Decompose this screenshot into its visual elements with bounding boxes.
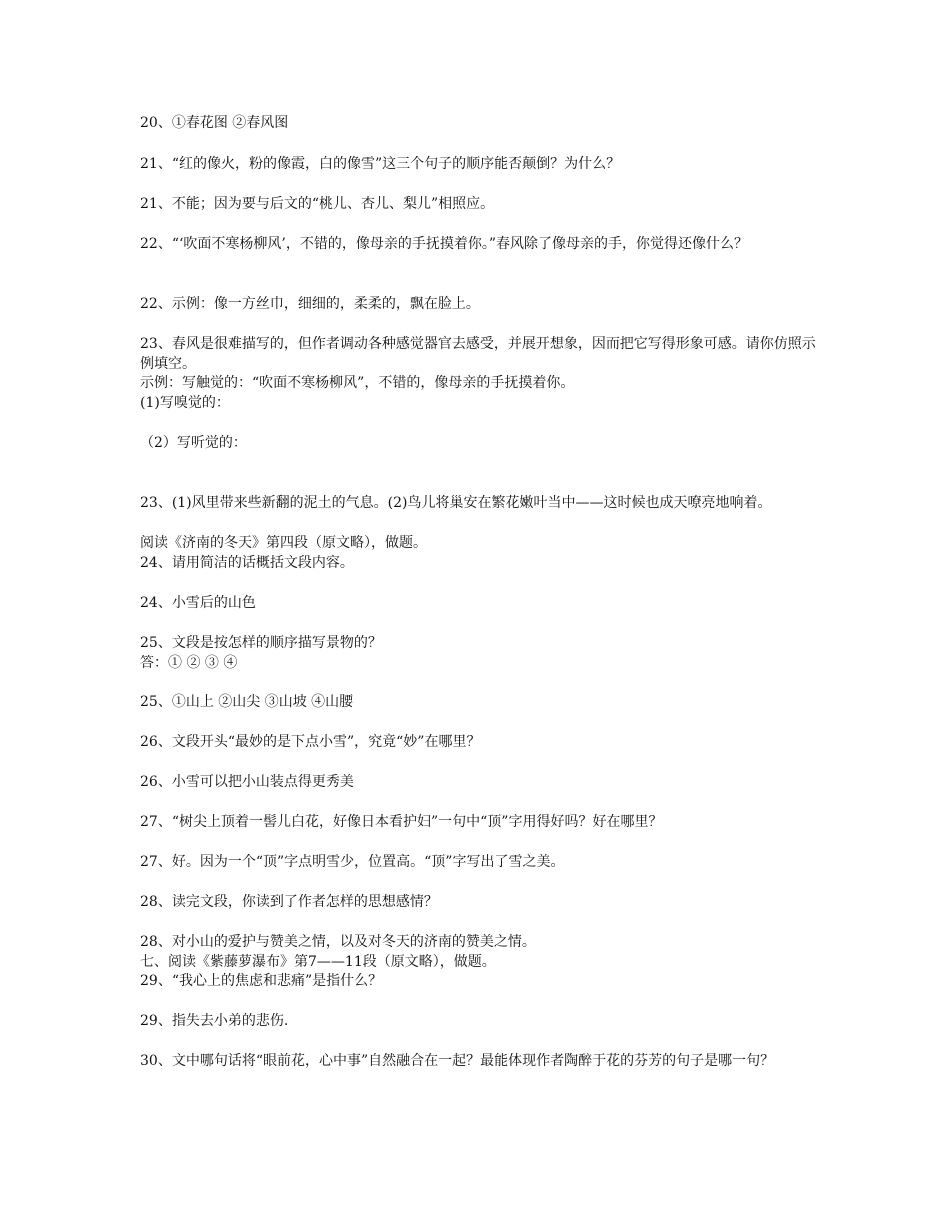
answer-21: 21、不能；因为要与后文的“桃儿、杏儿、梨儿”相照应。 (140, 196, 495, 212)
question-21: 21、“红的像火，粉的像霞，白的像雪”这三个句子的顺序能否颠倒？为什么？ (140, 156, 621, 172)
answer-25: 25、①山上 ②山尖 ③山坡 ④山腰 (140, 694, 354, 710)
question-28: 28、读完文段，你读到了作者怎样的思想感情？ (140, 894, 438, 910)
question-30: 30、文中哪句话将“眼前花，心中事”自然融合在一起？最能体现作者陶醉于花的芬芳的句子是哪一句？ (140, 1053, 775, 1069)
answer-22: 22、示例：像一方丝巾，细细的，柔柔的，飘在脸上。 (140, 296, 480, 312)
answer-20: 20、①春花图 ②春风图 (140, 115, 289, 131)
question-23: 23、春风是很难描写的，但作者调动各种感觉器官去感受，并展开想象，因而把它写得形象可感。请你仿照示例填空。 (140, 336, 816, 372)
answer-27: 27、好。因为一个“顶”字点明雪少，位置高。“顶”字写出了雪之美。 (140, 854, 565, 870)
question-26: 26、文段开头“最妙的是下点小雪”，究竟“妙”在哪里？ (140, 734, 481, 750)
question-24: 24、请用简洁的话概括文段内容。 (140, 555, 354, 571)
question-23-blank-1: (1)写嗅觉的： (140, 395, 230, 411)
question-23-example: 示例：写触觉的：“吹面不寒杨柳风”，不错的，像母亲的手抚摸着你。 (140, 375, 575, 391)
question-25: 25、文段是按怎样的顺序描写景物的？ (140, 635, 382, 651)
question-23-blank-2: （2）写听觉的： (140, 435, 247, 451)
question-25-blanks: 答：① ② ③ ④ (140, 655, 238, 671)
question-22: 22、“‘吹面不寒杨柳风’，不错的，像母亲的手抚摸着你。”春风除了像母亲的手，你觉得还像什么？ (140, 236, 749, 252)
answer-28: 28、对小山的爱护与赞美之情，以及对冬天的济南的赞美之情。 (140, 934, 536, 950)
reading-heading-jinan: 阅读《济南的冬天》第四段（原文略），做题。 (140, 535, 427, 551)
answer-29: 29、指失去小弟的悲伤. (140, 1013, 289, 1029)
answer-24: 24、小雪后的山色 (140, 595, 256, 611)
answer-23: 23、(1)风里带来些新翻的泥土的气息。(2)鸟儿将巢安在繁花嫩叶当中——这时候也成天嘹亮地响着。 (140, 495, 772, 511)
question-29: 29、“我心上的焦虑和悲痛”是指什么？ (140, 973, 383, 989)
reading-heading-wisteria: 七、阅读《紫藤萝瀑布》第7——11段（原文略），做题。 (140, 954, 496, 970)
answer-26: 26、小雪可以把小山装点得更秀美 (140, 774, 354, 790)
question-27: 27、“树尖上顶着一髻儿白花，好像日本看护妇”一句中“顶”字用得好吗？好在哪里？ (140, 814, 663, 830)
